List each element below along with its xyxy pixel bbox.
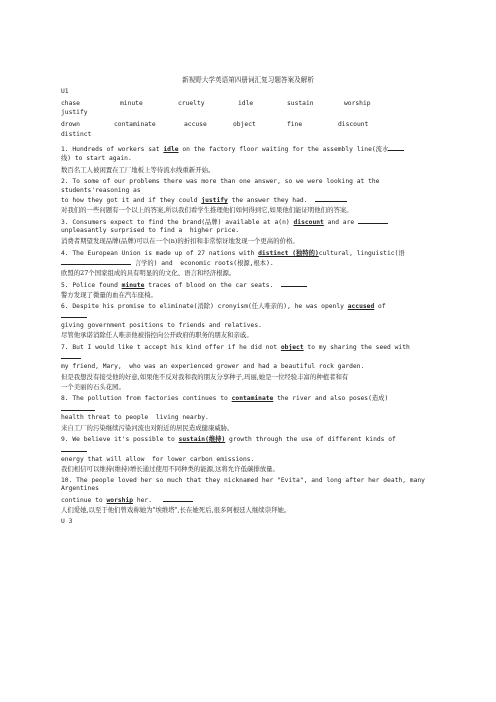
question-1-cont: 线) to start again.	[61, 155, 132, 162]
word-bank-item: discount	[338, 121, 369, 128]
word-bank-item: accuse	[184, 121, 207, 128]
blank-line	[61, 446, 87, 452]
question-2-cont: students'reasoning as	[61, 187, 141, 194]
question-5-translation: 警方发现了微量的血在汽车座椅。	[61, 291, 157, 299]
answer-word: distinct (独特的)	[258, 250, 319, 257]
answer-word: minute	[121, 282, 145, 289]
blank-line	[61, 405, 95, 411]
question-1: 1. Hundreds of workers sat idle on the factory floor waiting for the assembly line(流水	[61, 145, 404, 154]
word-bank-item: distinct	[61, 131, 92, 138]
blank-line	[163, 496, 193, 502]
blank-row	[61, 353, 81, 362]
question-6-cont: giving government positions to friends and relatives.	[61, 322, 262, 329]
question-3-translation: 消费者期望发现品牌(品牌)可以在一个(n)的折扣和非常惊讶地发现一个更高的价格。	[61, 237, 299, 245]
question-10-translation: 人们爱她,以至于他们曾戏称她为"埃维塔",长在她死后,很多阿根廷人继续崇拜她。	[61, 506, 291, 514]
question-7: 7. But I would like t accept his kind offer if he did not object to my sharing the seed with	[61, 344, 410, 351]
unit-heading: U 3	[61, 518, 73, 525]
page-title: 新视野大学英语第四册词汇复习题答案及解析	[182, 76, 314, 84]
question-2-translation: 对我们的一些问题有一个以上的答案,所以我们看学生推理他们如何得到它,如果他们能证明他们的答案。	[61, 206, 353, 214]
answer-word: sustain(维持)	[178, 436, 226, 443]
blank-row	[61, 312, 87, 321]
word-bank-item: sustain	[287, 100, 314, 107]
question-7-cont: my friend, Mary, who was an experienced grower and had a beautiful rock garden.	[61, 363, 365, 370]
blank-line	[315, 196, 347, 202]
question-1-translation: 数百名工人被闲置在工厂地板上等待流水线重新开始。	[61, 166, 215, 174]
question-8-cont: health threat to people living nearby.	[61, 414, 209, 421]
answer-word: worship	[106, 497, 134, 504]
word-bank-item: drown	[61, 121, 80, 128]
word-bank-item: idle	[238, 100, 254, 107]
word-bank-item: minute	[120, 100, 143, 107]
question-7-translation-cont: 一个美丽的石头花园。	[61, 383, 125, 391]
answer-word: justify	[201, 197, 228, 204]
blank-line	[388, 145, 404, 151]
blank-row	[61, 446, 87, 455]
blank-row	[61, 405, 95, 414]
word-bank-item: worship	[344, 100, 371, 107]
blank-line	[61, 259, 131, 265]
answer-word: idle	[163, 146, 179, 153]
word-bank-item: cruelty	[178, 100, 205, 107]
question-6: 6. Despite his promise to eliminate(消除) cronyism(任人唯亲的), he was openly accused of	[61, 303, 386, 310]
blank-line	[61, 312, 87, 318]
answer-word: accused	[347, 303, 375, 310]
question-8: 8. The pollution from factories continues to contaminate the river and also poses(造成)	[61, 395, 389, 402]
question-10-cont: continue to worship her.	[61, 496, 193, 505]
answer-word: contaminate	[231, 395, 274, 402]
word-bank-item: object	[233, 121, 256, 128]
blank-line	[281, 281, 307, 287]
answer-word: object	[280, 344, 304, 351]
question-5: 5. Police found minute traces of blood on the car seats.	[61, 281, 307, 290]
question-6-translation: 尽管他承诺消除任人唯亲他被指控向公开政府的职务的朋友和亲戚。	[61, 331, 253, 339]
answer-word: discount	[293, 219, 324, 226]
question-10: 10. The people loved her so much that they nicknamed her "Evita", and long after her death, many Argentines	[61, 477, 425, 492]
blank-line	[61, 353, 81, 359]
question-4-cont: 言学的) and economic roots(根源,根本).	[61, 259, 274, 268]
question-9-cont: energy that will allow for lower carbon emissions.	[61, 456, 255, 463]
word-bank-item: chase	[61, 100, 80, 107]
question-4-translation: 欧盟的27个国家组成的具有明显的的文化、语言和经济根源。	[61, 269, 236, 277]
question-4: 4. The European Union is made up of 27 nations with distinct (独特的)cultural, linguistic(语	[61, 250, 405, 257]
blank-line	[358, 218, 388, 224]
question-2-cont2: to how they got it and if they could justify the answer they had.	[61, 196, 347, 205]
question-8-translation: 来自工厂的污染继续污染河流也对附近的居民造成健康威胁。	[61, 424, 234, 432]
unit-heading: U1	[61, 88, 69, 95]
word-bank-item: fine	[287, 121, 303, 128]
question-3-cont: unpleasantly surprised to find a higher price.	[61, 227, 240, 234]
question-3: 3. Consumers expect to find the brand(品牌) available at a(n) discount and are	[61, 218, 388, 227]
question-9: 9. We believe it's possible to sustain(维持) growth through the use of different kinds of	[61, 436, 396, 443]
question-9-translation: 我们相信可以维持(维持)增长通过使用不同种类的能源,这将允许低碳排放量。	[61, 465, 279, 473]
question-2: 2. To some of our problems there was more than one answer, so we were looking at the	[61, 178, 380, 185]
question-7-translation: 但是我想没有接受他的好意,如果他不反对我和我的朋友分享种子,玛丽,她是一位经验丰富的种植者和有	[61, 373, 349, 381]
word-bank-item: justify	[61, 109, 88, 116]
word-bank-item: contaminate	[114, 121, 156, 128]
